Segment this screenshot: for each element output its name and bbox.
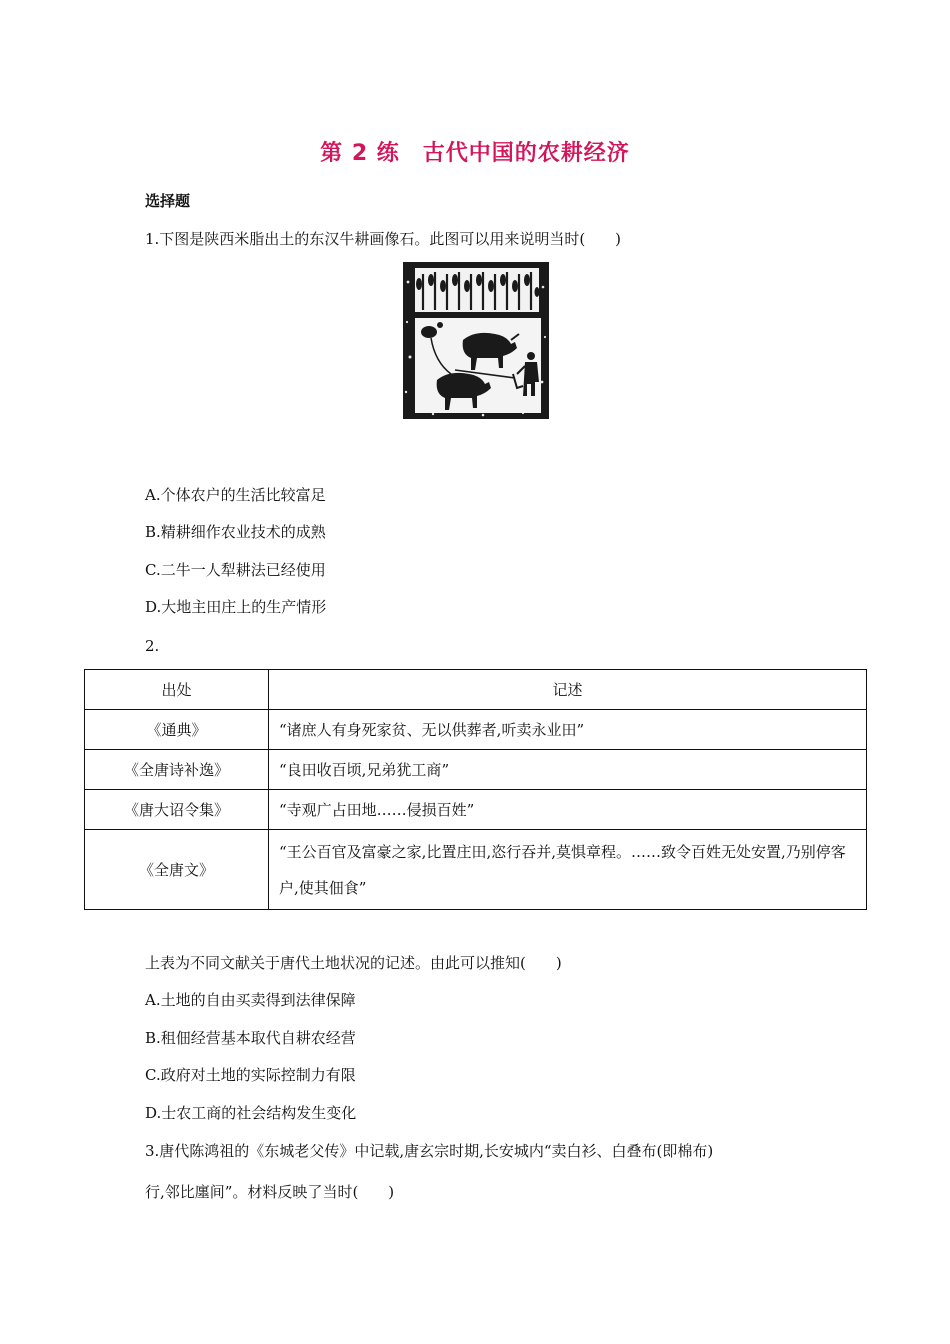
source-table — [84, 669, 867, 910]
table-row — [85, 830, 867, 910]
table-cell-record: “诸庶人有身死家贫、无以供葬者,听卖永业田” — [269, 710, 867, 750]
table-row — [85, 750, 867, 790]
q2-option-a: A.土地的自由买卖得到法律保障 — [145, 991, 356, 1009]
table-cell-source: 《唐大诏令集》 — [85, 790, 269, 830]
q1-option-d: D.大地主田庄上的生产情形 — [145, 598, 327, 616]
q1-option-c: C.二牛一人犁耕法已经使用 — [145, 561, 326, 579]
table-cell-record: “王公百官及富豪之家,比置庄田,恣行吞并,莫惧章程。……致令百姓无处安置,乃别停客户,使其佃食” — [269, 830, 867, 910]
table-cell-source: 《全唐文》 — [85, 830, 269, 910]
q1-option-b: B.精耕细作农业技术的成熟 — [145, 523, 326, 541]
table-cell-record: “寺观广占田地……侵损百姓” — [269, 790, 867, 830]
q2-option-d: D.士农工商的社会结构发生变化 — [145, 1104, 357, 1122]
table-cell-record: “良田收百顷,兄弟犹工商” — [269, 750, 867, 790]
question-2-number: 2. — [145, 637, 160, 655]
section-heading: 选择题 — [145, 192, 191, 210]
table-cell-source: 《全唐诗补逸》 — [85, 750, 269, 790]
q2-option-b: B.租佃经营基本取代自耕农经营 — [145, 1029, 356, 1047]
question-3-stem-line-2: 行,邻比廛间”。材料反映了当时( ) — [145, 1183, 395, 1201]
table-header-source: 出处 — [85, 670, 269, 710]
q2-option-c: C.政府对土地的实际控制力有限 — [145, 1066, 356, 1084]
question-3-stem-line-1: 3.唐代陈鸿祖的《东城老父传》中记载,唐玄宗时期,长安城内“卖白衫、白叠布(即棉布) — [145, 1142, 714, 1160]
table-cell-source: 《通典》 — [85, 710, 269, 750]
table-row — [85, 710, 867, 750]
table-header-record: 记述 — [269, 670, 867, 710]
table-row — [85, 790, 867, 830]
ox-plough-relief-image — [403, 262, 549, 419]
page-title: 第 2 练 古代中国的农耕经济 — [320, 141, 630, 166]
table-header-row — [85, 670, 867, 710]
q1-option-a: A.个体农户的生活比较富足 — [145, 486, 326, 504]
question-2-stem: 上表为不同文献关于唐代土地状况的记述。由此可以推知( ) — [145, 954, 562, 972]
question-1-stem: 1.下图是陕西米脂出土的东汉牛耕画像石。此图可以用来说明当时( ) — [145, 230, 622, 248]
